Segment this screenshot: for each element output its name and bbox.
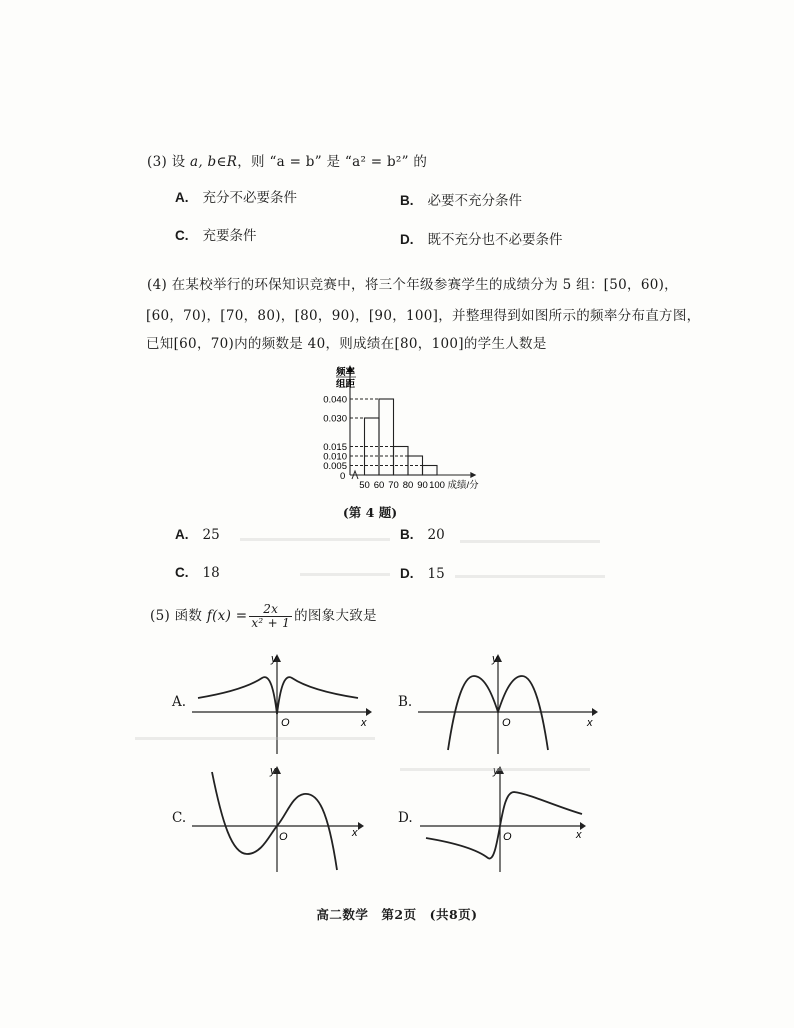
option-text: 15 <box>427 566 445 582</box>
option-key: A. <box>175 527 189 542</box>
option-key: D. <box>400 566 414 581</box>
q4-option-c[interactable] <box>175 565 220 581</box>
option-key: C. <box>175 565 189 580</box>
option-key: B. <box>400 193 414 208</box>
option-text: 充要条件 <box>202 228 257 244</box>
y-tick-label: 0.005 <box>323 461 347 472</box>
question-3-stem <box>147 150 427 170</box>
x-tick-label: 50 <box>359 480 370 491</box>
graph-option-b[interactable] <box>418 650 598 755</box>
origin-label: O <box>279 831 288 843</box>
x-tick-label: 70 <box>388 480 399 491</box>
x-tick-label: 80 <box>402 480 414 491</box>
x-axis-label: 成绩/分 <box>447 480 479 491</box>
option-text: 必要不充分条件 <box>427 193 522 209</box>
origin-label: O <box>503 831 512 843</box>
q5-suffix: 的图象大致是 <box>294 608 377 624</box>
histogram-bar <box>394 447 409 476</box>
page-footer: 高二数学 第2页 (共8页) <box>316 907 478 922</box>
y-axis-label-top: 频率 <box>336 367 356 378</box>
x-label: x <box>352 827 358 839</box>
figure-caption: (第 4 题) <box>342 505 398 520</box>
x-label: x <box>576 829 582 841</box>
y-tick-label: 0.040 <box>323 394 347 406</box>
y-label: y <box>492 653 498 665</box>
option-text: 20 <box>427 527 445 543</box>
option-key: D. <box>400 232 414 247</box>
graph-option-d[interactable] <box>420 762 592 874</box>
q3-prefix: (3) 设 <box>147 154 186 170</box>
y-label: y <box>271 653 277 665</box>
q5-fraction <box>249 603 292 630</box>
option-key: B. <box>400 527 414 542</box>
option-text: 既不充分也不必要条件 <box>427 232 563 248</box>
x-axis-arrow <box>592 708 598 716</box>
y-tick-label: 0.010 <box>323 451 347 463</box>
scan-noise <box>135 737 375 740</box>
q3-text: ，则 “a = b” 是 “a² = b²” 的 <box>237 154 428 170</box>
q3-option-d[interactable] <box>400 228 563 248</box>
q4-option-a[interactable] <box>175 527 220 543</box>
scan-noise <box>460 540 600 543</box>
x-tick-label: 60 <box>373 480 385 491</box>
origin-label: 0 <box>340 471 346 482</box>
x-axis-arrow <box>366 708 372 716</box>
q5-prefix: (5) 函数 <box>150 608 203 624</box>
q3-vars: a, b∈R <box>190 154 238 170</box>
y-label: y <box>493 765 499 777</box>
q3-option-a[interactable] <box>175 186 297 206</box>
fraction-denominator: x² + 1 <box>251 616 291 630</box>
question-4-line3: 已知[60，70)内的频数是 40，则成绩在[80，100]的学生人数是 <box>146 336 547 352</box>
scan-noise <box>240 538 390 541</box>
x-label: x <box>587 717 593 729</box>
q3-option-b[interactable] <box>400 189 522 209</box>
y-tick-label: 0.015 <box>323 442 347 453</box>
question-4-line2: [60，70)，[70，80)，[80，90)，[90，100]，并整理得到如图所示的频率分布直方图， <box>146 308 701 324</box>
question-4-line1: (4) 在某校举行的环保知识竞赛中，将三个年级参赛学生的成绩分为 5 组：[50，60)， <box>147 277 678 293</box>
option-text: 25 <box>202 527 220 543</box>
question-5-stem <box>150 603 377 630</box>
q3-option-c[interactable] <box>175 224 257 244</box>
curve <box>198 677 358 714</box>
curve <box>212 772 337 870</box>
scan-noise <box>455 575 605 578</box>
q5-option-a-key[interactable]: A. <box>172 694 187 710</box>
histogram-bar <box>423 466 438 476</box>
fraction-numerator: 2x <box>249 603 292 617</box>
origin-label: O <box>502 717 511 729</box>
q4-option-b[interactable] <box>400 527 445 543</box>
x-axis-arrow <box>470 472 476 478</box>
x-axis-arrow <box>358 822 364 830</box>
q5-option-c-key[interactable]: C. <box>172 810 187 826</box>
x-label: x <box>361 717 367 729</box>
q5-option-b-key[interactable]: B. <box>398 694 413 710</box>
x-tick-label: 100 <box>429 480 445 491</box>
histogram-bar <box>379 399 394 475</box>
q5-option-d-key[interactable]: D. <box>398 810 413 826</box>
option-text: 18 <box>202 565 220 581</box>
x-tick-label: 90 <box>417 480 428 491</box>
q4-option-d[interactable] <box>400 566 445 582</box>
scan-noise <box>300 573 390 576</box>
y-axis-label-bottom: 组距 <box>336 379 356 390</box>
origin-label: O <box>281 717 290 729</box>
option-text: 充分不必要条件 <box>202 190 297 206</box>
frequency-histogram <box>300 362 520 492</box>
scan-noise <box>400 768 590 771</box>
q5-function: f(x) = <box>206 608 248 624</box>
option-key: A. <box>175 190 189 205</box>
y-tick-label: 0.030 <box>323 413 347 425</box>
option-key: C. <box>175 228 189 243</box>
graph-option-c[interactable] <box>192 762 372 874</box>
y-label: y <box>270 765 276 777</box>
curve <box>426 792 582 859</box>
